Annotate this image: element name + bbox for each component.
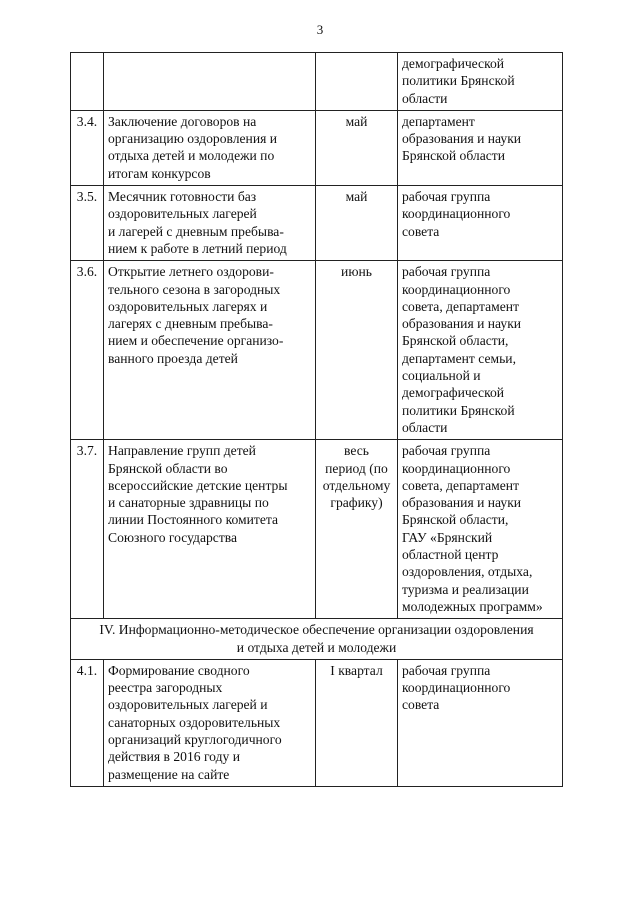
table-row <box>71 659 563 786</box>
responsible-cell-line: демографической <box>402 56 505 71</box>
action-cell <box>104 659 316 786</box>
table-row <box>71 110 563 185</box>
action-cell-line: Союзного государства <box>108 529 238 545</box>
table-body-section-4 <box>71 659 563 786</box>
action-cell <box>104 440 316 619</box>
action-cell-line: размещение на сайте <box>108 766 230 782</box>
deadline-cell-line: май <box>345 189 368 205</box>
plan-table <box>70 52 563 787</box>
item-number: 3.7. <box>71 440 104 619</box>
responsible-cell-line: области <box>402 419 448 435</box>
deadline-cell-line: графику) <box>330 495 383 511</box>
responsible-cell <box>398 53 563 111</box>
responsible-cell-line: департамент семьи, <box>402 350 516 366</box>
responsible-cell-line: областной центр <box>402 547 499 563</box>
action-cell-line: лагерях с дневным пребыва- <box>108 316 273 332</box>
responsible-cell-line: координационного <box>402 680 511 696</box>
deadline-cell <box>316 440 398 619</box>
action-cell-line: и лагерей с дневным пребыва- <box>108 223 284 239</box>
action-cell-line: тельного сезона в загородных <box>108 281 281 297</box>
action-cell-line: Направление групп детей <box>108 443 256 459</box>
responsible-cell-line: ГАУ «Брянский <box>402 529 493 545</box>
action-cell-line: Месячник готовности баз <box>108 189 257 205</box>
action-cell-line: Брянской области во <box>108 460 228 476</box>
table-body <box>71 53 563 619</box>
section-heading <box>71 619 563 660</box>
responsible-cell-line: рабочая группа <box>402 662 491 678</box>
responsible-cell <box>398 186 563 261</box>
action-cell-line: нием к работе в летний период <box>108 240 287 256</box>
responsible-cell-line: рабочая группа <box>402 264 491 280</box>
responsible-cell-line: туризма и реализации <box>402 581 529 597</box>
deadline-cell <box>316 186 398 261</box>
action-cell-line: всероссийские детские центры <box>108 477 288 493</box>
responsible-cell-line: совета <box>402 697 440 713</box>
table-row <box>71 440 563 619</box>
deadline-cell-line: весь <box>344 443 369 459</box>
responsible-cell-line: молодежных программ» <box>402 598 543 614</box>
item-number: 3.4. <box>71 110 104 185</box>
responsible-cell-line: рабочая группа <box>402 443 491 459</box>
responsible-cell <box>398 261 563 440</box>
action-cell-line: ванного проезда детей <box>108 350 238 366</box>
responsible-cell-line: Брянской области <box>402 148 505 164</box>
item-number: 3.6. <box>71 261 104 440</box>
action-cell-line: организацию оздоровления и <box>108 131 278 147</box>
responsible-cell-line: совета, департамент <box>402 477 520 493</box>
action-cell-line: линии Постоянного комитета <box>108 512 279 528</box>
responsible-cell <box>398 659 563 786</box>
action-cell-line: отдыха детей и молодежи по <box>108 148 275 164</box>
responsible-cell-line: совета <box>402 223 440 239</box>
responsible-cell-line: совета, департамент <box>402 298 520 314</box>
action-cell-line: реестра загородных <box>108 680 223 696</box>
responsible-cell-line: Брянской области, <box>402 333 509 349</box>
action-cell-line: и санаторные здравницы по <box>108 495 269 511</box>
section-heading-row <box>71 619 563 660</box>
action-cell <box>104 261 316 440</box>
action-cell-line: Заключение договоров на <box>108 113 257 129</box>
action-cell-line: действия в 2016 году и <box>108 749 240 765</box>
responsible-cell-line: политики Брянской <box>402 402 515 418</box>
responsible-cell-line: рабочая группа <box>402 189 491 205</box>
action-cell-line: Открытие летнего оздорови- <box>108 264 274 280</box>
action-cell <box>104 53 316 111</box>
table-row <box>71 261 563 440</box>
responsible-cell <box>398 440 563 619</box>
section-block <box>71 619 563 660</box>
responsible-cell-line: образования и науки <box>402 316 522 332</box>
action-cell-line: нием и обеспечение организо- <box>108 333 284 349</box>
deadline-cell <box>316 659 398 786</box>
responsible-cell <box>398 110 563 185</box>
action-cell-line: организаций круглогодичного <box>108 731 282 747</box>
responsible-cell-line: оздоровления, отдыха, <box>402 564 533 580</box>
item-number: 3.5. <box>71 186 104 261</box>
responsible-cell-line: социальной и <box>402 368 481 384</box>
item-number: 4.1. <box>71 659 104 786</box>
table-row <box>71 53 563 111</box>
action-cell-line: оздоровительных лагерей и <box>108 697 268 713</box>
action-cell-line: оздоровительных лагерей <box>108 206 257 222</box>
responsible-cell-line: политики Брянской <box>402 73 515 89</box>
deadline-cell-line: I квартал <box>330 662 383 678</box>
responsible-cell-line: образования и науки <box>402 131 522 147</box>
responsible-cell-line: департамент <box>402 113 475 129</box>
deadline-cell-line: отдельному <box>322 477 391 493</box>
responsible-cell-line: координационного <box>402 460 511 476</box>
deadline-cell <box>316 261 398 440</box>
action-cell <box>104 110 316 185</box>
page-number: 3 <box>316 22 324 37</box>
action-cell-line: Формирование сводного <box>108 662 250 678</box>
responsible-cell-line: демографической <box>402 385 505 401</box>
deadline-cell <box>316 110 398 185</box>
responsible-cell-line: области <box>402 90 448 106</box>
responsible-cell-line: образования и науки <box>402 495 522 511</box>
deadline-cell-line: период (по <box>325 460 388 476</box>
deadline-cell-line: июнь <box>341 264 372 280</box>
responsible-cell-line: Брянской области, <box>402 512 509 528</box>
deadline-cell-line: май <box>345 113 368 129</box>
action-cell <box>104 186 316 261</box>
action-cell-line: оздоровительных лагерях и <box>108 298 268 314</box>
table-row <box>71 186 563 261</box>
item-number <box>71 53 104 111</box>
responsible-cell-line: координационного <box>402 281 511 297</box>
action-cell-line: санаторных оздоровительных <box>108 714 281 730</box>
action-cell-line: итогам конкурсов <box>108 165 211 181</box>
deadline-cell <box>316 53 398 111</box>
section-heading-line-1: IV. Информационно-методическое обеспечение организации оздоровления <box>99 622 534 638</box>
responsible-cell-line: координационного <box>402 206 511 222</box>
section-heading-line-2: и отдыха детей и молодежи <box>236 639 397 655</box>
